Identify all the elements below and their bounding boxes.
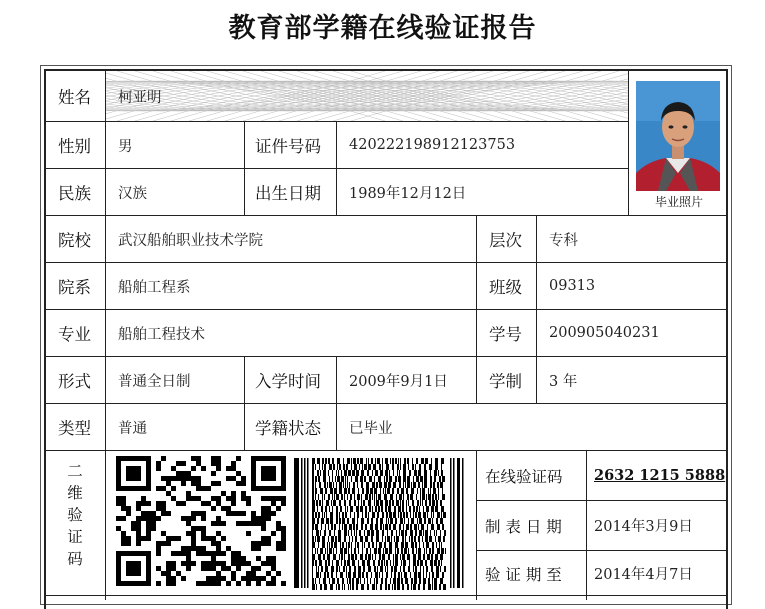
id-number-label: 证件号码 (255, 137, 321, 156)
level-value: 专科 (549, 232, 578, 249)
department-label: 院系 (58, 278, 91, 297)
name-value: 柯亚明 (118, 89, 162, 106)
major-label: 专业 (58, 325, 91, 344)
enroll-time-value: 2009年9月1日 (349, 373, 448, 390)
report-title: 教育部学籍在线验证报告 (228, 13, 537, 44)
school-value: 武汉船舶职业技术学院 (118, 232, 263, 249)
study-form-value: 普通全日制 (118, 373, 191, 390)
ethnicity-value: 汉族 (118, 185, 147, 202)
study-form-label: 形式 (58, 372, 91, 391)
status-label: 学籍状态 (255, 419, 321, 438)
school-label: 院校 (58, 231, 91, 250)
qr-code (116, 456, 286, 590)
student-no-value: 200905040231 (549, 325, 660, 341)
issue-date-value: 2014年3月9日 (594, 519, 693, 535)
birth-date-value: 1989年12月12日 (349, 185, 467, 202)
level-label: 层次 (489, 231, 522, 250)
type-value: 普通 (118, 420, 147, 437)
class-label: 班级 (489, 278, 522, 297)
valid-until-label: 验 证 期 至 (485, 565, 562, 584)
photo-caption: 毕业照片 (654, 195, 703, 209)
enroll-time-label: 入学时间 (255, 372, 321, 391)
graduation-photo (636, 81, 720, 191)
ethnicity-label: 民族 (58, 184, 91, 203)
valid-until-value: 2014年4月7日 (594, 567, 693, 583)
duration-label: 学制 (489, 372, 522, 391)
qr-code-label: 二 维 验 证 码 (67, 462, 83, 568)
department-value: 船舶工程系 (118, 279, 191, 296)
birth-date-label: 出生日期 (255, 184, 321, 203)
type-label: 类型 (58, 419, 91, 438)
major-value: 船舶工程技术 (118, 326, 205, 343)
verify-code-value[interactable]: 2632 1215 5888 (594, 467, 726, 484)
guilloche-pattern (105, 71, 628, 121)
name-label: 姓名 (58, 88, 91, 107)
duration-value: 3 年 (549, 373, 578, 390)
issue-date-label: 制 表 日 期 (485, 517, 562, 536)
verify-code-label: 在线验证码 (485, 467, 563, 486)
pdf417-barcode (292, 456, 468, 590)
gender-label: 性别 (58, 137, 91, 156)
id-number-value: 420222198912123753 (349, 137, 516, 153)
status-value: 已毕业 (349, 420, 393, 437)
class-value: 09313 (549, 278, 596, 294)
student-no-label: 学号 (489, 325, 522, 344)
gender-value: 男 (118, 138, 133, 155)
